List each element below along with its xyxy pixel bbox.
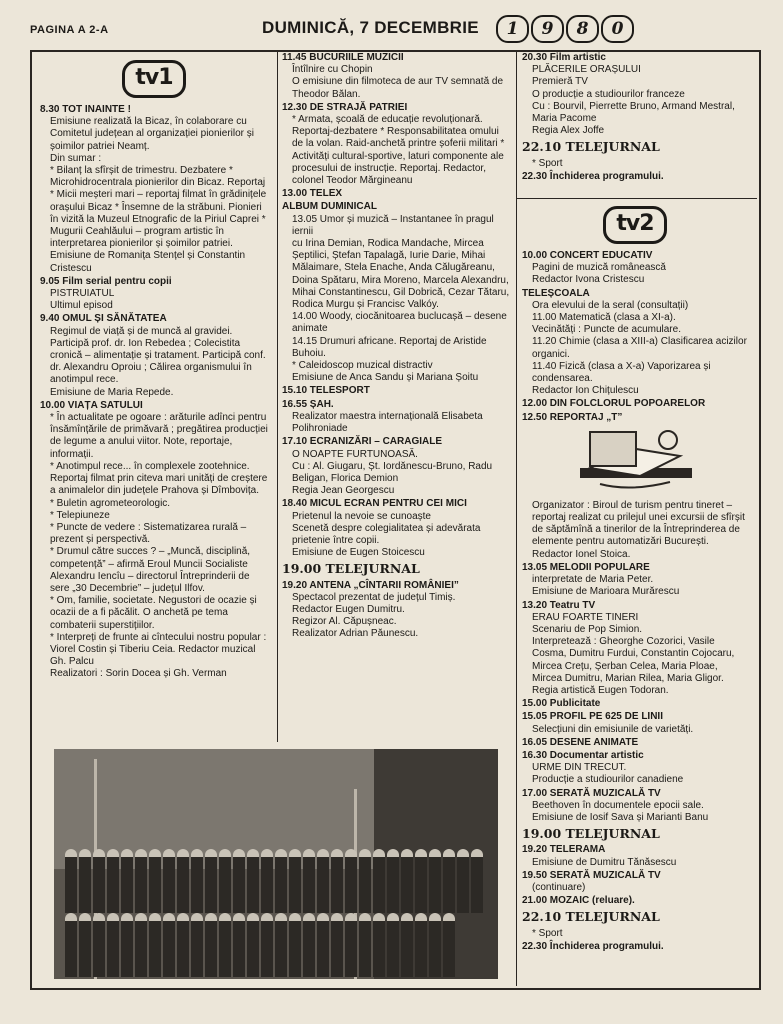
program-item [522,895,748,907]
choir-member [191,913,203,977]
program-item [522,711,748,735]
program-title: 9.05 Film serial pentru copii [40,275,172,287]
program-title: 13.00 TELEX [282,188,343,200]
program-description: * Sport [532,927,563,939]
choir-member [247,849,259,913]
program-description: Emisiune realizată la Bicaz, în colaborare cu Comitetul județean al organizației pionierilor și șoimilor patriei Neamț. Din sumar : * Bilanț la sfîrșit de trimestru. Dezbatere * Microhidrocentrala pionierilor din Bicaz. Reportaj * Micii meșteri mari – reportaj filmat în grădinițele orașului Bicaz * Însemne de la străbuni. Pionieri în vizită la Muzeul Etnografic de la Piriul Caprei * Mugurii Ceahlăului – program artistic în interpretarea pionierilor și șoimilor patriei. Emisiune de Romanița Stențel și Constantin Cristescu [50,116,267,274]
choir-member [163,849,175,913]
program-item [282,399,510,436]
program-description: Emisiune de Dumitru Tănăsescu [532,856,677,868]
program-title: 15.00 Publicitate [522,698,601,710]
program-title: 17.10 ECRANIZĂRI – CARAGIALE [282,436,443,448]
program-item [522,171,748,183]
program-title: 20.30 Film artistic [522,52,606,63]
program-title: 22.30 Închiderea programului. [522,940,664,952]
program-item [282,188,510,200]
choir-member [149,913,161,977]
tv1-column-2 [282,52,510,642]
program-item [522,698,748,710]
program-description: Selecțiuni din emisiunile de varietăți. [532,723,694,735]
program-item [522,600,748,698]
program-title: 22.10 TELEJURNAL [522,909,660,925]
choir-member [345,913,357,977]
program-title: 19.00 TELEJURNAL [282,561,420,577]
program-item [40,400,268,681]
program-description: (continuare) [532,881,586,893]
program-description: interpretate de Maria Peter. Emisiune de Marioara Murărescu [532,574,680,598]
page-number: PAGINA A 2-A [30,24,109,36]
program-item [282,52,510,101]
program-item [522,288,748,398]
program-item [282,201,510,384]
program-description: * Sport [532,157,563,169]
year-digit: 0 [601,15,634,43]
program-item [522,52,748,137]
choir-member [275,849,287,913]
program-item [522,737,748,749]
program-title: 12.00 DIN FOLCLORUL POPOARELOR [522,398,706,410]
choir-member [191,849,203,913]
program-description: O NOAPTE FURTUNOASĂ. Cu : Al. Giugaru, Șt. Iordănescu-Bruno, Radu Beligan, Florica Demion Regia Jean Georgescu [292,448,493,497]
program-item [282,436,510,497]
choir-member [345,849,357,913]
choir-member [261,849,273,913]
choir-member [177,849,189,913]
program-title: 15.10 TELESPORT [282,385,370,397]
program-description: PISTRUIATUL Ultimul episod [50,288,115,312]
program-item [522,788,748,825]
choir-member [429,849,441,913]
choir-member [275,913,287,977]
issue-year [496,15,634,43]
tv1-logo: tv1 [122,60,186,98]
program-item [282,385,510,397]
column-divider [277,52,278,742]
choir-member [149,849,161,913]
choir-member [219,913,231,977]
program-title: 12.30 DE STRAJĂ PATRIEI [282,101,408,113]
choir-photo [54,749,498,979]
program-title: 11.45 BUCURIILE MUZICII [282,52,404,63]
issue-date: DUMINICĂ, 7 DECEMBRIE [262,18,479,37]
tv1-tv2-column [522,52,748,954]
choir-member [219,849,231,913]
program-item [522,844,748,868]
choir-member [135,849,147,913]
program-title: 19.50 SERATĂ MUZICALĂ TV [522,869,661,881]
year-digit: 1 [496,15,529,43]
choir-member [387,849,399,913]
program-item [522,398,748,410]
choir-member [233,849,245,913]
choir-member [233,913,245,977]
choir-member [135,913,147,977]
choir-member [317,913,329,977]
choir-member [387,913,399,977]
choir-member [471,849,483,913]
choir-member [121,913,133,977]
program-title: 10.00 VIAȚA SATULUI [40,399,143,411]
page-header [0,0,783,50]
program-description: * În actualitate pe ogoare : arăturile adînci pentru însămînțările de primăvară ; pregătirea producției de legume a anului viitor. Note, reportaje, informații. * Anotimpul rece... în complexele zootehnice. Reportaj filmat prin citeva mari unități de creștere a animalelor din județele Prahova și Dîmbovița. * Buletin agrometeorologic. * Telepiuneze * Puncte de vedere : Sistematizarea rurală – prezent și perspectivă. * Drumul către succes ? – „Muncă, disciplină, competență” – afirmă Eroul Muncii Socialiste Alexandru Iencîu – directorul Întreprinderii de sere „30 Decembrie” – județul Ilfov. * Om, familie, societate. Negustori de ocazie și ocazii de a fi păcălit. O anchetă pe tema combaterii superstițiilor. * Interpreți de frunte ai cîntecului nostru popular : Viorel Costin și Tiberiu Ceia. Redactor muzical Gh. Palcu Realizatori : Sorin Docea și Gh. Verman [50,412,268,680]
program-title: 22.30 Închiderea programului. [522,170,664,182]
column-divider [516,52,517,986]
program-description: Organizator : Biroul de turism pentru tineret – reportaj realizat cu prilejul unei excursii de sfîrșit de săptămînă a tinerilor de la Întreprinderea de elemente pentru automatizări București. Redactor Ionel Stoica. [532,499,745,560]
choir-member [121,849,133,913]
choir-member [359,849,371,913]
choir-member [107,849,119,913]
program-item [522,870,748,894]
program-item [282,102,510,187]
choir-member [303,913,315,977]
program-title: ALBUM DUMINICAL [282,201,377,213]
program-item [282,498,510,559]
book-illustration-icon [570,426,700,496]
choir-member [373,913,385,977]
program-description: Beethoven în documentele epocii sale. Emisiune de Iosif Sava și Marianti Banu [532,799,709,823]
tv2-logo: tv2 [603,206,667,244]
year-digit: 8 [566,15,599,43]
program-item [282,580,510,641]
program-item [522,562,748,599]
program-description: Ora elevului de la seral (consultații) 11.00 Matematică (clasa a XI-a). Vecinătăți : Puncte de acumulare. 11.20 Chimie (clasa a XIII-a) Clasificarea acizilor organici. 11.40 Fizică (clasa a X-a) Vaporizarea și condensarea. Redactor Ion Chițulescu [532,299,747,397]
choir-member [303,849,315,913]
choir-member [415,913,427,977]
choir-member [373,849,385,913]
program-item [522,941,748,953]
choir-member [443,913,455,977]
choir-member [331,913,343,977]
program-item [522,412,748,424]
program-item [522,750,748,787]
choir-member [79,913,91,977]
choir-member [93,849,105,913]
choir-member [65,913,77,977]
choir-member [401,849,413,913]
tv1-column-1 [40,52,268,682]
program-title: 17.00 SERATĂ MUZICALĂ TV [522,787,661,799]
choir-member [443,849,455,913]
program-item [40,276,268,313]
choir-member [289,849,301,913]
program-item [522,500,748,561]
program-item [522,141,748,169]
choir-member [429,913,441,977]
program-description: Spectacol prezentat de județul Timiș. Redactor Eugen Dumitru. Regizor Al. Căpușneac. Realizator Adrian Păunescu. [292,591,456,640]
program-title: 16.55 ȘAH. [282,398,334,410]
program-description: Realizator maestra internațională Elisabeta Polihroniade [292,410,483,435]
program-description: 13.05 Umor și muzică – Instantanee în pragul iernii cu Irina Demian, Rodica Mandache, Mircea Șeptilici, Ștefan Tapalagă, Iurie Darie, Mihai Mălaimare, Stela Enache, Anda Călugăreanu, Doina Spătaru, Mira Moreno, Marcela Alexandru, Mihai Constantinescu, Gil Dobrică, Cezar Tătaru, Rodica Murgu și Francisc Valkóy. 14.00 Woody, ciocănitoarea buclucașă – desene animate 14.15 Drumuri africane. Reportaj de Aristide Buhoiu. * Caleidoscop muzical distractiv Emisiune de Anca Sandu și Mariana Șoitu [292,213,510,384]
program-title: 19.20 TELERAMA [522,844,606,856]
program-item [282,563,510,575]
program-title: 16.05 DESENE ANIMATE [522,736,639,748]
program-item [522,828,748,840]
program-title: 16.30 Documentar artistic [522,749,644,761]
choir-member [359,913,371,977]
program-item [522,250,748,287]
program-item [40,313,268,398]
program-description: URME DIN TRECUT. Producție a studiourilor canadiene [532,762,684,786]
program-description: Prietenul la nevoie se cunoaște Scenetă despre colegialitatea și adevărata prietenie între copii. Emisiune de Eugen Stoicescu [292,510,481,559]
program-description: PLĂCERILE ORAȘULUI Premieră TV O producție a studiourilor franceze Cu : Bourvil, Pierrette Bruno, Armand Mestral, Maria Pacome Regia Alex Joffe [532,64,735,137]
choir-member [79,849,91,913]
choir-member [415,849,427,913]
program-item [40,104,268,275]
program-title: 13.05 MELODII POPULARE [522,561,650,573]
program-title: TELEȘCOALA [522,287,590,299]
choir-member [65,849,77,913]
program-title: 19.00 TELEJURNAL [522,826,660,842]
program-description: Pagini de muzică românească Redactor Ivona Cristescu [532,262,666,286]
year-digit: 9 [531,15,564,43]
program-title: 22.10 TELEJURNAL [522,139,660,155]
program-description: Întîlnire cu Chopin O emisiune din filmoteca de aur TV semnată de Theodor Bălan. [292,64,504,100]
choir-member [331,849,343,913]
choir-member [247,913,259,977]
program-title: 15.05 PROFIL PE 625 DE LINII [522,711,663,723]
choir-member [163,913,175,977]
program-title: 13.20 Teatru TV [522,599,596,611]
choir-member [261,913,273,977]
choir-member [457,849,469,913]
program-title: 12.50 REPORTAJ „T” [522,411,623,423]
choir-member [205,913,217,977]
program-title: 8.30 TOT INAINTE ! [40,104,131,115]
choir-member [401,913,413,977]
choir-member [205,849,217,913]
program-description: ERAU FOARTE TINERI Scenariu de Pop Simion. Interpretează : Gheorghe Cozorici, Vasile Cosma, Dumitru Furdui, Constantin Cojocaru, Mircea Crețu, Șerban Celea, Maria Ploae, Mircea Dumitru, Marian Rilea, Maria Gligor. Regia artistică Eugen Todoran. [532,611,735,696]
program-description: Regimul de viață și de muncă al gravidei. Participă prof. dr. Ion Rebedea ; Colecistita cronică – alimentație și tratament. Participă conf. dr. Alexandru Oproiu ; Călirea organismului în anotimpul rece. Emisiune de Maria Repede. [50,325,266,398]
program-title: 10.00 CONCERT EDUCATIV [522,250,653,262]
program-title: 21.00 MOZAIC (reluare). [522,895,635,907]
choir-member [317,849,329,913]
program-title: 19.20 ANTENA „CÎNTARII ROMÂNIEI” [282,579,459,591]
choir-member [289,913,301,977]
program-item [522,911,748,939]
program-title: 9.40 OMUL ȘI SĂNĂTATEA [40,313,167,325]
choir-member [177,913,189,977]
program-description: * Armata, școală de educație revoluționară. Reportaj-dezbatere * Responsabilitatea omului de la volan. Raid-anchetă printre șoferii militari * Activități cultural-sportive, laturi componente ale procesului de instrucție. Reportaj. Redactor, colonel Teodor Mărgineanu [292,114,505,187]
program-title: 18.40 MICUL ECRAN PENTRU CEI MICI [282,498,467,510]
choir-member [93,913,105,977]
choir-member [107,913,119,977]
